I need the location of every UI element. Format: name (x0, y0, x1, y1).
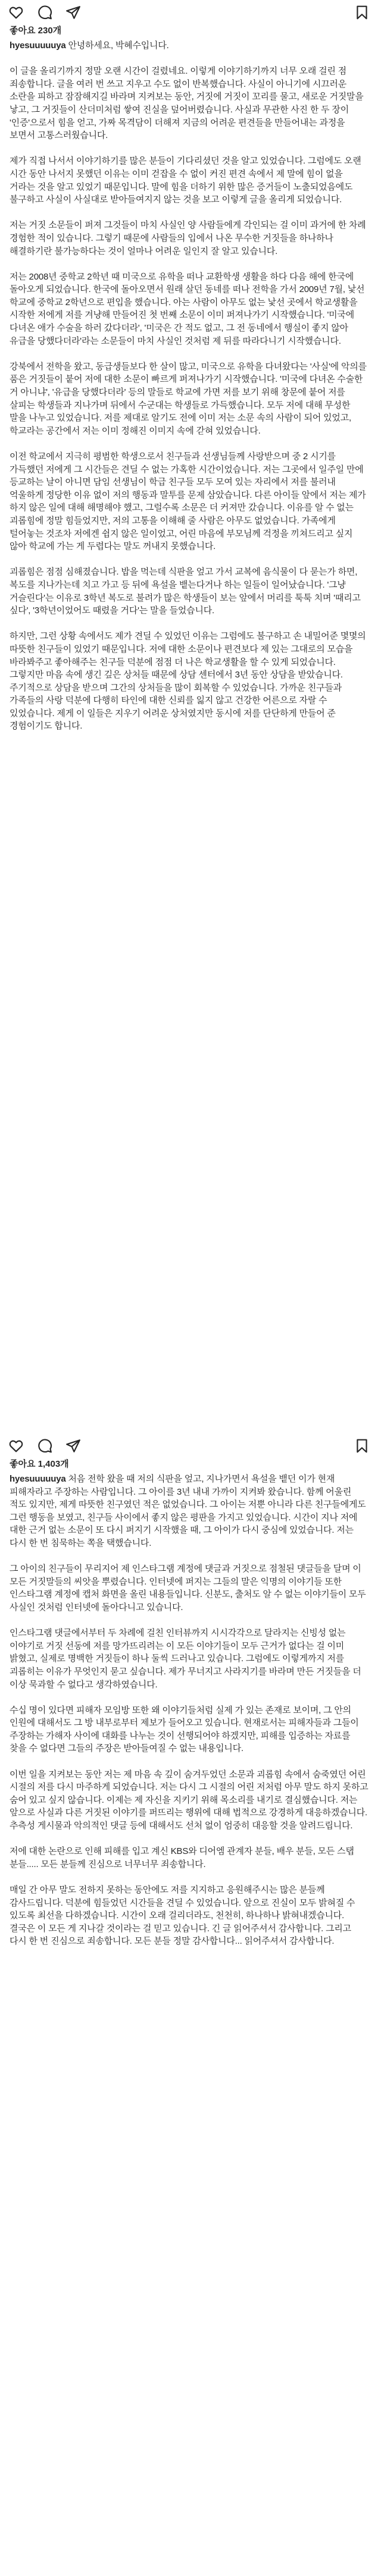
comment-icon[interactable] (37, 1438, 52, 1454)
post-actions (0, 1433, 378, 1457)
likes-count[interactable]: 좋아요 230개 (10, 26, 62, 36)
caption-paragraph: 이전 학교에서 지극히 평범한 학생으로서 친구들과 선생님들께 사랑받으며 중 2 시기를 가득했던 저에게 그 시간들은 견딜 수 없는 가혹한 시간이었습니다. 저는 그곳에서 일주일 만에 등교하는 날이 아니면 담임 선생님이 학급 친구들 모두 모여 있는 자리에서 저를 불러내 억울하게 정당한 이유 없이 저의 행동과 말투를 문제 삼았습니다. 다른 아이들 앞에서 저는 제가 하지 않은 일에 대해 해명해야 했고, 그럴수록 소문은 더 커져만 갔습니다. 이유를 알 수 없는 괴롭힘에 정말 힘들었지만, 저의 고통을 이해해 줄 사람은 아무도 없었습니다. 가족에게 털어놓는 것조차 저에겐 쉽지 않은 일이었고, 어린 마음에 부모님께 걱정을 끼쳐드리고 싶지 않아 학교에 가는 게 두렵다는 말도 꺼내지 못했습니다. (10, 451, 366, 552)
heart-icon[interactable] (8, 1438, 24, 1454)
caption-paragraph: 인스타그램 댓글에서부터 두 차례에 걸친 인터뷰까지 시시각각으로 달라지는 신빙성 없는 이야기로 거짓 선동에 저를 망가뜨리려는 이 모든 이야기들이 모두 근거가 없다는 걸 이미 밝혔고, 실제로 명백한 거짓들이 하나 둘씩 드러나고 있습니다. 그럼에도 이렇게까지 저를 괴롭히는 이유가 무엇인지 묻고 싶습니다. 제가 무너지고 사라지기를 바라며 만든 거짓들을 더 이상 묵과할 수 없다고 생각하였습니다. (10, 1628, 361, 1690)
caption-paragraph: 하지만, 그런 상황 속에서도 제가 견딜 수 있었던 이유는 그럼에도 불구하고 손 내밀어준 몇몇의 따뜻한 친구들이 있었기 때문입니다. 저에 대한 소문이나 편견보다 제 있는 그대로의 모습을 바라봐주고 좋아해주는 친구들 덕분에 점점 더 나은 학교생활을 할 수 있게 되었습니다. 그렇지만 마음 속에 생긴 깊은 상처들 때문에 상담 센터에서 3년 동안 상담을 받았습니다. 주기적으로 상담을 받으며 그간의 상처들을 많이 회복할 수 있었습니다. 가까운 친구들과 가족들의 사랑 덕분에 다행히 타인에 대한 신뢰를 잃지 않고 건강한 어른으로 자랄 수 있었습니다. 제게 이 일들은 지우기 어려운 상처였지만 동시에 저를 단단하게 만들어 준 경험이기도 합니다. (10, 631, 366, 732)
post-caption (0, 38, 378, 733)
heart-icon[interactable] (8, 5, 24, 20)
caption-paragraph: 그 아이의 친구들이 무리지어 제 인스타그램 계정에 댓글과 거짓으로 점철된 댓글들을 달며 이 모든 거짓말들의 씨앗을 뿌렸습니다. 인터넷에 퍼지는 그들의 말은 익명의 이야기들 또한 인스타그램 계정에 캡처 화면을 올린 내용들입니다. 신분도, 출처도 알 수 없는 이야기들이 모두 사실인 것처럼 인터넷에 돌아다니고 있습니다. (10, 1564, 366, 1612)
caption-paragraph: 이번 일을 지켜보는 동안 저는 제 마음 속 깊이 숨겨두었던 소문과 괴롭힘 속에서 숨죽였던 어린 시절의 저를 다시 마주하게 되었습니다. 저는 다시 그 시절의 어린 저처럼 아무 말도 하지 못하고 숨어 있고 싶지 않습니다. 이제는 제 자신을 지키기 위해 목소리를 내기로 결심했습니다. 저는 앞으로 사실과 다른 거짓된 이야기를 퍼뜨리는 행위에 대해 법적으로 강경하게 대응하겠습니다. 추측성 게시물과 악의적인 댓글 등에 대해서도 선처 없이 엄중히 대응할 것을 알려드립니다. (10, 1769, 368, 1831)
bookmark-icon[interactable] (354, 1438, 370, 1454)
caption-paragraph (10, 1473, 368, 1550)
post-actions (0, 0, 378, 24)
caption-paragraph: 저에 대한 논란으로 인해 피해를 입고 계신 KBS와 디어엠 관계자 분들, 배우 분들, 모든 스탭 분들..... 모든 분들께 진심으로 너무너무 죄송합니다. (10, 1846, 354, 1869)
caption-paragraph (10, 39, 368, 52)
comment-icon[interactable] (37, 5, 52, 20)
post-1 (0, 0, 378, 746)
caption-paragraph: 매일 간 아무 말도 전하지 못하는 동안에도 저를 지지하고 응원해주시는 많은 분들께 감사드립니다. 덕분에 힘들었던 시간들을 견딜 수 있었습니다. 앞으로 진실이 모두 밝혀질 수 있도록 최선을 다하겠습니다. 시간이 오래 걸리더라도, 천천히, 하나하나 밝혀내겠습니다. 결국은 이 모든 게 지나갈 것이라는 걸 믿고 있습니다. 긴 글 읽어주셔서 감사합니다. 그리고 다시 한 번 진심으로 죄송합니다. 모든 분들 정말 감사합니다... 읽어주셔서 감사합니다. (10, 1885, 355, 1947)
caption-paragraph: 이 글을 올리기까지 정말 오랜 시간이 걸렸네요. 이렇게 이야기하기까지 너무 오래 걸린 점 죄송합니다. 글을 여러 번 쓰고 지우고 수도 없이 반복했습니다. 사실이 아니기에 시끄러운 소란을 피하고 잠잠해지길 바라며 지켜보는 동안, 거짓에 거짓이 꼬리를 물고, 새로운 거짓말을 낳고, 그 거짓들이 산더미처럼 쌓여 진실을 덮어버렸습니다. 사실과 무관한 사진 한 두 장이 '인증'으로서 힘을 얻고, 가짜 목격담이 더해져 지금의 어려운 편견들을 만들어내는 과정을 보면서 고통스러웠습니다. (10, 66, 364, 141)
username-link[interactable]: hyesuuuuuya (10, 40, 66, 51)
caption-text: 처음 전학 왔을 때 저의 식판을 엎고, 지나가면서 욕설을 뱉던 이가 현재 피해자라고 주장하는 사람입니다. 그 아이를 3년 내내 가까이 지켜봐 왔습니다. 함께 어울린 적도 있지만, 제게 따뜻한 친구였던 적은 없었습니다. 그 아이는 저뿐 아니라 다른 친구들에게도 그런 행동을 보였고, 친구들 사이에서 좋지 않은 평판을 가지고 있었습니다. 시간이 지나 저에 대한 근거 없는 소문이 또 다시 퍼지기 시작했을 때, 그 아이가 다시 중심에 있었습니다. 저는 다시 한 번 침묵하는 쪽을 택했습니다. (10, 1474, 366, 1548)
post-2 (0, 1433, 378, 1961)
username-link[interactable]: hyesuuuuuya (10, 1474, 66, 1484)
caption-paragraph: 괴롭힘은 점점 심해졌습니다. 밥을 먹는데 식판을 엎고 가서 교복에 음식물이 다 묻는가 하면, 복도를 지나가는데 치고 가고 등 뒤에 욕설을 뱉는다거나 하는 일들이 일어났습니다. '그냥 거슬린다'는 이유로 3학년 복도로 불려가 많은 학생들이 보는 앞에서 머리를 툭툭 치며 '때리고 싶다', '3학년이었어도 때렸을 거다'는 말을 들었습니다. (10, 567, 361, 616)
caption-paragraph: 강북에서 전학을 왔고, 동급생들보다 한 살이 많고, 미국으로 유학을 다녀왔다는 '사실'에 악의를 품은 거짓들이 붙어 저에 대한 소문이 빠르게 퍼져나가기 시작했습니다. '미국에 다녀온 수술한 거 아니냐', '유급을 당했다더라' 등의 말들로 학교에 가면 저를 보기 위해 창문에 붙어 저를 살피는 학생들과 지나가며 뒤에서 수군대는 학생들로 가득했습니다. 모두 저에 대해 무성한 말을 나누고 있었습니다. 저를 제대로 알기도 전에 이미 저는 소문 속의 사람이 되어 있었고, 학교라는 공간에서 저는 이미 정해진 이미지 속에 갇혀 있었습니다. (10, 361, 367, 436)
caption-paragraph: 저는 2008년 중학교 2학년 때 미국으로 유학을 떠나 교환학생 생활을 하다 다음 해에 한국에 돌아오게 되었습니다. 한국에 돌아오면서 원래 살던 동네를 떠나 전학을 가서 2009년 7월, 낯선 학교에 중학교 2학년으로 편입을 했습니다. 아는 사람이 아무도 없는 낯선 곳에서 학교생활을 시작한 저에게 저를 겨냥해 만들어진 첫 번째 소문이 이미 퍼져나가기 시작했습니다. '미국에 다녀온 애가 수술을 하러 갔다더라', '미국은 간 적도 없고, 그 전 동네에서 행실이 좋지 않아 유급을 당했다더라'라는 소문들이 마치 사실인 것처럼 제 뒤를 따라다니기 시작했습니다. (10, 271, 365, 346)
share-icon[interactable] (65, 1438, 81, 1454)
share-icon[interactable] (65, 5, 81, 20)
caption-text: 안녕하세요, 박혜수입니다. (68, 40, 169, 51)
likes-count[interactable]: 좋아요 1,403개 (10, 1459, 69, 1469)
caption-paragraph: 저는 거짓 소문들이 퍼져 그것들이 마치 사실인 양 사람들에게 각인되는 걸 이미 과거에 한 차례 경험한 적이 있습니다. 그렇기 때문에 사람들의 입에서 나온 무수한 거짓들을 하나하나 해결하기란 불가능하다는 것이 얼마나 어려운 일인지 잘 알고 있습니다. (10, 220, 366, 256)
caption-paragraph: 수십 명이 있다면 피해자 모임방 또한 왜 이야기들처럼 실제 가 있는 존재로 보이며, 그 안의 인원에 대해서도 그 방 내부로부터 제보가 들어오고 있습니다. 현재로서는 피해자들과 그들이 주장하는 가해자 사이에 대화를 나누는 것이 선행되어야 하겠지만, 피해를 입증하는 자료를 찾을 수 없다면 그들의 주장은 받아들여질 수 없는 내용입니다. (10, 1705, 359, 1754)
post-caption (0, 1471, 378, 1948)
caption-paragraph: 제가 직접 나서서 이야기하기를 많은 분들이 기다리셨던 것을 알고 있었습니다. 그럼에도 오랜 시간 동안 나서지 못했던 이유는 이미 걷잡을 수 없이 커진 편견 속에서 제 말에 힘이 없을 거라는 것을 알고 있었기 때문입니다. 말에 힘을 더하기 위한 많은 증거들이 노출되었음에도 불구하고 사실이 사실대로 받아들여지지 않는 것을 보고 이렇게 글을 올리게 되었습니다. (10, 156, 361, 205)
bookmark-icon[interactable] (354, 5, 370, 20)
